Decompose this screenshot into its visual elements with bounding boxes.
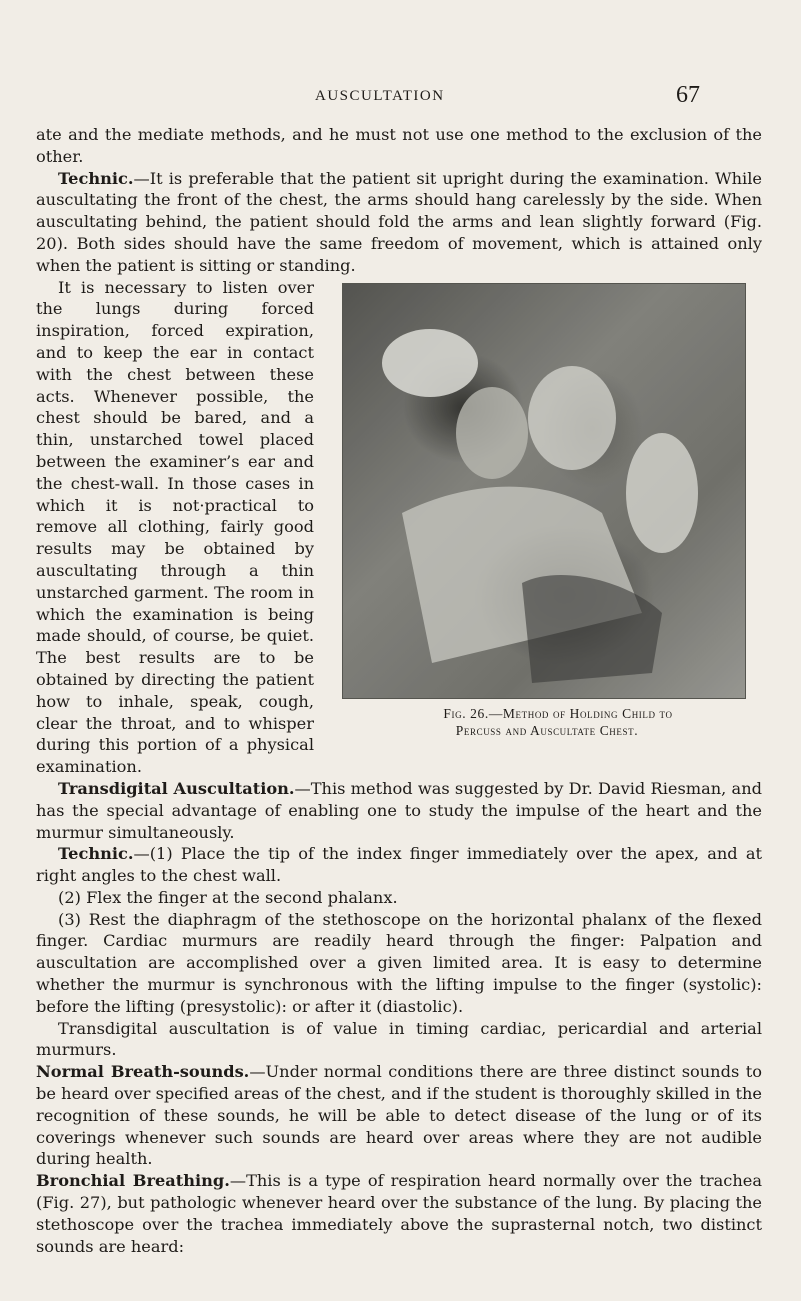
paragraph-bronchial-breathing: [36, 1170, 762, 1257]
photo-illustration: [342, 283, 746, 699]
paragraph-text: —This method was suggested by Dr. David Riesman, and has the special advantage of enabling one to study the impulse of the heart and the murmur simultaneously.: [36, 778, 762, 842]
paragraph-step-2: [36, 887, 762, 909]
figure-caption: [332, 705, 762, 739]
paragraph-continuation: [36, 124, 762, 168]
paragraph-transdigital-value: [36, 1018, 762, 1062]
figure-26: [332, 283, 762, 739]
paragraph-text: —(1) Place the tip of the index finger immediately over the apex, and at right angles to the chest wall.: [36, 844, 762, 886]
figure-photograph: [342, 283, 746, 699]
running-head: AUSCULTATION: [315, 88, 445, 104]
paragraph-text: Transdigital auscultation is of value in timing cardiac, pericardial and arterial murmurs.: [36, 1018, 762, 1060]
paragraph-text: It is necessary to listen over the lungs during forced inspiration, forced expiration, and to keep the ear in contact with the chest between these acts. Whenever possible, the chest should be bared, and a thin, unstarched towel placed between the examiner’s ear and the chest-wall. In those cases in which it is not·practical to remove all clothing, fairly good results may be obtained by auscultating through a thin unstarched garment. The room in which the examination is being made should, of course, be quiet. The best results are to be obtained by directing the patient how to inhale, speak, cough, clear the throat, and to whisper during this portion of a physical examination.: [36, 277, 314, 777]
paragraph-text: (2) Flex the finger at the second phalanx.: [58, 887, 398, 907]
run-in-heading: Normal Breath-sounds.: [36, 1062, 250, 1082]
paragraph-text: (3) Rest the diaphragm of the stethoscope on the horizontal phalanx of the flexed finger. Cardiac murmurs are readily heard through the finger: Palpation and auscultation are accomplished over a given limited area. It is easy to determine whether the murmur is synchronous with the lifting impulse to the finger (systolic): before the lifting (presystolic): or after it (diastolic).: [36, 909, 762, 1016]
body-text: [36, 124, 762, 1257]
paragraph-technic: [36, 168, 762, 277]
paragraph-text: —This is a type of respiration heard normally over the trachea (Fig. 27), but pathologic whenever heard over the substance of the lung. By placing the stethoscope over the trachea immediately above the suprasternal notch, two distinct sounds are heard:: [36, 1171, 762, 1256]
run-in-heading: Technic.: [58, 844, 134, 864]
caption-line-1: Fig. 26.—Method of Holding Child to: [443, 705, 673, 721]
run-in-heading: Transdigital Auscultation.: [58, 778, 295, 798]
run-in-heading: Bronchial Breathing.: [36, 1171, 230, 1191]
caption-line-2: Percuss and Auscultate Chest.: [455, 722, 639, 738]
paragraph-text: —Under normal conditions there are three distinct sounds to be heard over specified areas of the chest, and if the student is thoroughly skilled in the recognition of these sounds, he will be able to detect disease of the lung or of its coverings whenever such sounds are heard over areas where they are not audible during health.: [36, 1062, 762, 1169]
paragraph-technic-steps: [36, 843, 762, 887]
paragraph-text: —It is preferable that the patient sit upright during the examination. While auscultating the front of the chest, the arms should hang carelessly by the side. When auscultating behind, the patient should fold the arms and lean slightly forward (Fig. 20). Both sides should have the same freedom of movement, which is attained only when the patient is sitting or standing.: [36, 168, 762, 275]
run-in-heading: Technic.: [58, 168, 134, 188]
paragraph-step-3: [36, 909, 762, 1018]
page-header: [0, 82, 801, 118]
paragraph-text: ate and the mediate methods, and he must not use one method to the exclusion of the other.: [36, 125, 762, 166]
paragraph-transdigital: [36, 778, 762, 843]
paragraph-forced-inspiration: [36, 277, 762, 778]
page-number: 67: [676, 82, 700, 108]
paragraph-normal-breath-sounds: [36, 1061, 762, 1170]
